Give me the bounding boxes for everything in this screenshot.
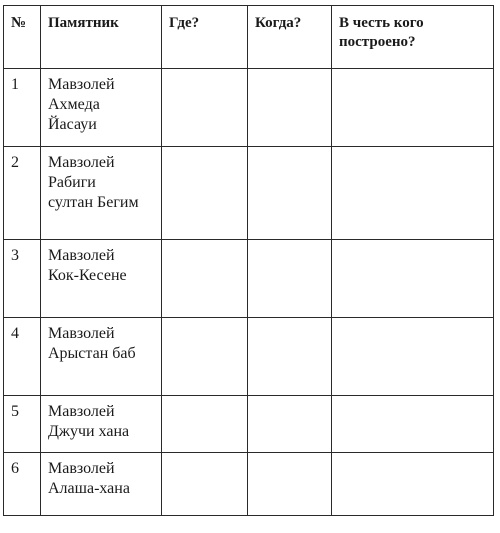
where-cell[interactable] <box>162 69 248 147</box>
in-honor-of-cell[interactable] <box>332 453 494 516</box>
worksheet <box>3 5 493 517</box>
table-row <box>4 69 494 147</box>
where-cell[interactable] <box>162 453 248 516</box>
in-honor-of-cell[interactable] <box>332 69 494 147</box>
monument-name-line: Рабиги <box>48 174 96 191</box>
header-when: Когда? <box>248 6 332 69</box>
header-honor-line-1: В честь кого <box>339 15 424 31</box>
when-cell[interactable] <box>248 453 332 516</box>
table-row <box>4 396 494 453</box>
row-number: 3 <box>4 240 41 318</box>
in-honor-of-cell[interactable] <box>332 240 494 318</box>
monument-name-line: Алаша-хана <box>48 480 130 497</box>
when-cell[interactable] <box>248 318 332 396</box>
header-honor-line-2: построено? <box>339 34 416 50</box>
monument-name-line: Мавзолей <box>48 403 115 420</box>
monument-name-line: Мавзолей <box>48 325 115 342</box>
monument-name-cell <box>41 240 162 318</box>
table-row <box>4 240 494 318</box>
monument-name-cell <box>41 318 162 396</box>
header-monument: Памятник <box>41 6 162 69</box>
monument-name-line: Йасауи <box>48 116 97 133</box>
header-number: № <box>4 6 41 69</box>
when-cell[interactable] <box>248 147 332 240</box>
table-row <box>4 147 494 240</box>
when-cell[interactable] <box>248 396 332 453</box>
header-where: Где? <box>162 6 248 69</box>
where-cell[interactable] <box>162 318 248 396</box>
table-row <box>4 453 494 516</box>
monument-name-line: Джучи хана <box>48 423 130 440</box>
monument-name-line: Арыстан баб <box>48 345 136 362</box>
monument-name-line: Мавзолей <box>48 247 115 264</box>
row-number: 6 <box>4 453 41 516</box>
monument-name-cell <box>41 147 162 240</box>
monument-name-line: султан Бегим <box>48 194 139 211</box>
in-honor-of-cell[interactable] <box>332 396 494 453</box>
monument-name-cell <box>41 453 162 516</box>
table-row <box>4 318 494 396</box>
monument-name-line: Кок-Кесене <box>48 267 127 284</box>
row-number: 4 <box>4 318 41 396</box>
when-cell[interactable] <box>248 69 332 147</box>
in-honor-of-cell[interactable] <box>332 147 494 240</box>
where-cell[interactable] <box>162 396 248 453</box>
when-cell[interactable] <box>248 240 332 318</box>
monument-name-line: Мавзолей <box>48 460 115 477</box>
monuments-table <box>3 5 494 516</box>
where-cell[interactable] <box>162 240 248 318</box>
row-number: 1 <box>4 69 41 147</box>
monument-name-line: Мавзолей <box>48 154 115 171</box>
monument-name-cell <box>41 69 162 147</box>
monument-name-line: Мавзолей <box>48 76 115 93</box>
table-header-row <box>4 6 494 69</box>
where-cell[interactable] <box>162 147 248 240</box>
in-honor-of-cell[interactable] <box>332 318 494 396</box>
row-number: 2 <box>4 147 41 240</box>
row-number: 5 <box>4 396 41 453</box>
monument-name-cell <box>41 396 162 453</box>
header-in-honor-of <box>332 6 494 69</box>
monument-name-line: Ахмеда <box>48 96 100 113</box>
